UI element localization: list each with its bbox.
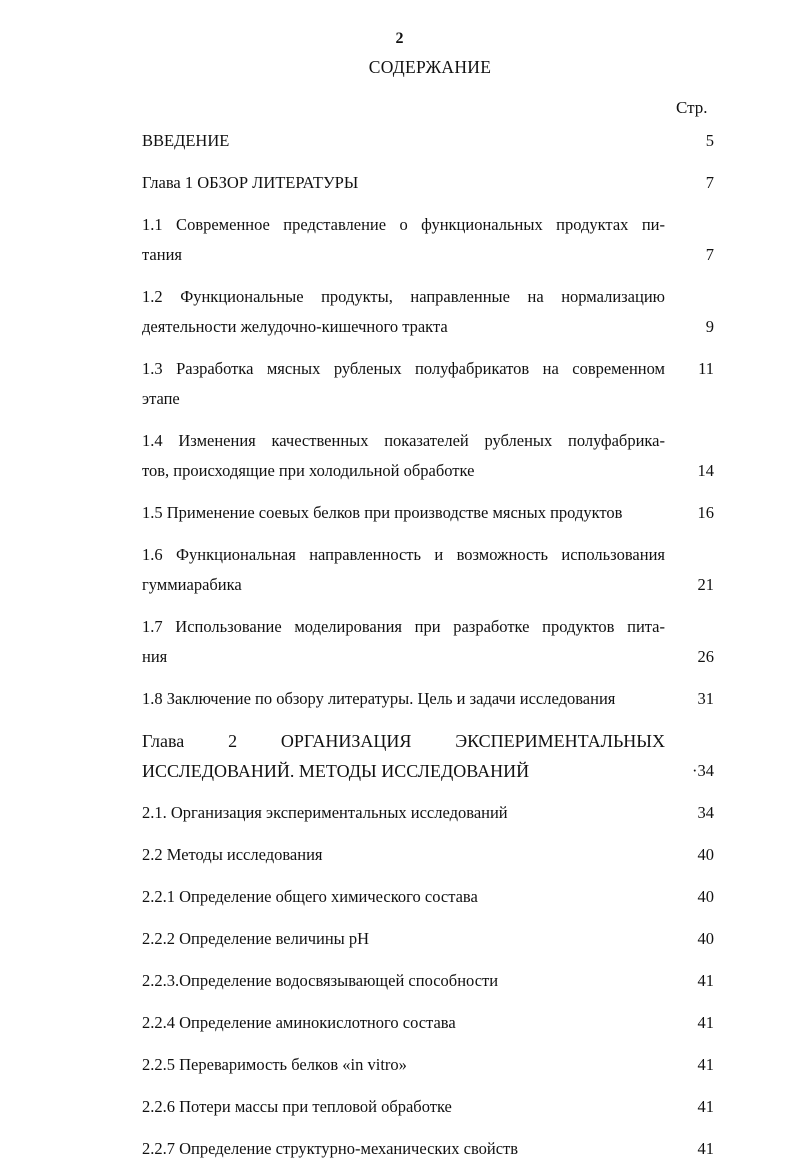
toc-entry-title: 2.2.7 Определение структурно-механических свойств xyxy=(142,1139,519,1158)
toc-entry-title: 2.2.6 Потери массы при тепловой обработке xyxy=(142,1097,452,1116)
toc-entry-title xyxy=(142,282,665,342)
page-title: СОДЕРЖАНИЕ xyxy=(368,57,492,77)
toc-entry-page: 7 xyxy=(705,173,714,192)
toc-entry-line: гуммиарабика xyxy=(142,575,242,594)
toc-entry-2-1 xyxy=(142,798,714,828)
toc-entry-page: 40 xyxy=(697,887,714,906)
toc-entry-2-2-3 xyxy=(142,966,714,996)
toc-entry-line: 1.3 Разработка мясных рубленых полуфабрикатов на современном xyxy=(142,359,665,378)
toc-entry-page: 14 xyxy=(697,461,714,480)
toc-entry-title xyxy=(142,426,665,486)
toc-entry-title: 2.2.3.Определение водосвязывающей способности xyxy=(142,971,499,990)
toc-entry-2-2-6 xyxy=(142,1092,714,1122)
page-column-label: Стр. xyxy=(676,98,708,117)
toc-entry-line: тания xyxy=(142,245,182,264)
toc-entry-title: 2.2.2 Определение величины pH xyxy=(142,929,370,948)
toc-entry-title: 2.2.5 Переваримость белков «in vitro» xyxy=(142,1055,407,1074)
toc-entry-line: ния xyxy=(142,647,168,666)
toc-entry-page: 26 xyxy=(697,647,714,666)
toc-entry-page: 41 xyxy=(697,1013,714,1032)
toc-entry-1-4 xyxy=(142,426,714,486)
toc-entry-2-2 xyxy=(142,840,714,870)
toc-entry-1-5 xyxy=(142,498,714,528)
toc-entry-title xyxy=(142,726,665,786)
page-number: 2 xyxy=(395,30,404,47)
toc-entry-title: 2.2.4 Определение аминокислотного состава xyxy=(142,1013,456,1032)
toc-entry-page: 11 xyxy=(698,359,714,378)
toc-entry-line: тов, происходящие при холодильной обработке xyxy=(142,461,475,480)
toc-entry-page: 34 xyxy=(697,803,714,822)
toc-entry-line: деятельности желудочно-кишечного тракта xyxy=(142,317,448,336)
toc-entry-page: 9 xyxy=(705,317,714,336)
toc-entry-page: 41 xyxy=(697,1097,714,1116)
toc-entry-line: 1.4 Изменения качественных показателей рубленых полуфабрика- xyxy=(142,431,665,450)
toc-entry-line: 1.1 Современное представление о функциональных продуктах пи- xyxy=(142,215,665,234)
toc-entry-1-1 xyxy=(142,210,714,270)
table-of-contents xyxy=(142,126,714,1176)
toc-entry-2-2-5 xyxy=(142,1050,714,1080)
toc-entry-introduction xyxy=(142,126,714,156)
toc-entry-2-2-7 xyxy=(142,1134,714,1164)
toc-entry-page: 31 xyxy=(697,689,714,708)
toc-entry-title xyxy=(142,612,665,672)
toc-entry-line: этапе xyxy=(142,389,180,408)
toc-entry-title xyxy=(142,210,665,270)
toc-entry-line: 1.6 Функциональная направленность и возможность использования xyxy=(142,545,665,564)
toc-entry-page: 5 xyxy=(705,131,714,150)
toc-entry-page: 40 xyxy=(697,929,714,948)
toc-entry-title: 2.2 Методы исследования xyxy=(142,845,323,864)
toc-entry-1-3 xyxy=(142,354,714,414)
toc-entry-line: 1.2 Функциональные продукты, направленные на нормализацию xyxy=(142,287,665,306)
toc-entry-title: Глава 1 ОБЗОР ЛИТЕРАТУРЫ xyxy=(142,173,359,192)
toc-entry-title xyxy=(142,354,665,414)
toc-entry-page: 16 xyxy=(697,503,714,522)
toc-entry-page: ·34 xyxy=(692,761,714,780)
toc-entry-title: 1.8 Заключение по обзору литературы. Цель и задачи исследования xyxy=(142,689,616,708)
toc-entry-title: 2.2.1 Определение общего химического состава xyxy=(142,887,478,906)
toc-entry-page: 41 xyxy=(697,971,714,990)
toc-entry-1-6 xyxy=(142,540,714,600)
toc-entry-title: 2.1. Организация экспериментальных исследований xyxy=(142,803,508,822)
toc-entry-2-2-2 xyxy=(142,924,714,954)
toc-entry-title: ВВЕДЕНИЕ xyxy=(142,131,230,150)
toc-entry-chapter-1 xyxy=(142,168,714,198)
toc-entry-page: 40 xyxy=(697,845,714,864)
toc-entry-title xyxy=(142,540,665,600)
toc-entry-1-2 xyxy=(142,282,714,342)
toc-entry-chapter-2 xyxy=(142,726,714,786)
toc-entry-line: 1.7 Использование моделирования при разработке продуктов пита- xyxy=(142,617,665,636)
toc-entry-page: 21 xyxy=(697,575,714,594)
toc-entry-1-8 xyxy=(142,684,714,714)
toc-entry-page: 41 xyxy=(697,1139,714,1158)
toc-entry-1-7 xyxy=(142,612,714,672)
toc-entry-page: 7 xyxy=(705,245,714,264)
toc-entry-page: 41 xyxy=(697,1055,714,1074)
toc-entry-line: Глава 2 ОРГАНИЗАЦИЯ ЭКСПЕРИМЕНТАЛЬНЫХ xyxy=(142,731,665,751)
toc-entry-line: ИССЛЕДОВАНИЙ. МЕТОДЫ ИССЛЕДОВАНИЙ xyxy=(142,761,530,781)
toc-entry-title: 1.5 Применение соевых белков при производстве мясных продуктов xyxy=(142,503,623,522)
toc-entry-2-2-1 xyxy=(142,882,714,912)
